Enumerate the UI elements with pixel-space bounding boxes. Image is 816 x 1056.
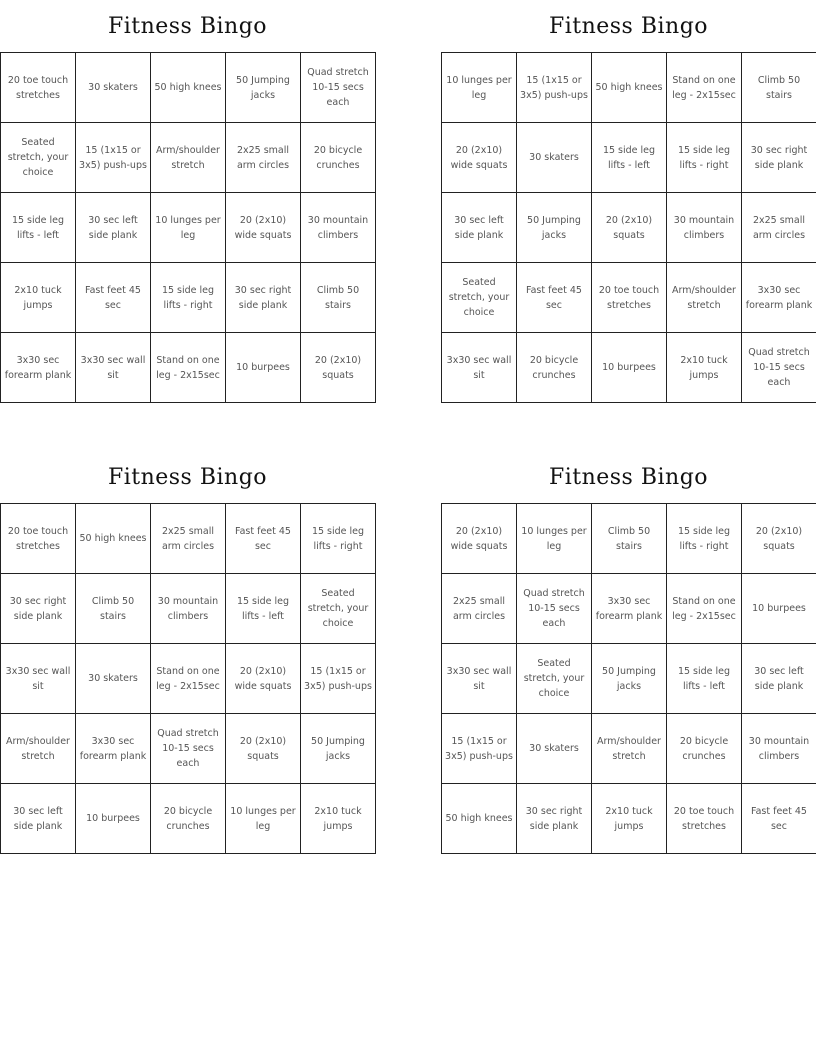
bingo-cell: Stand on one leg - 2x15sec <box>667 53 742 123</box>
bingo-cell: 30 mountain climbers <box>667 193 742 263</box>
bingo-cell: Fast feet 45 sec <box>517 263 592 333</box>
card-title: Fitness Bingo <box>548 465 709 490</box>
bingo-cell: 15 side leg lifts - right <box>667 123 742 193</box>
bingo-cell: 50 high knees <box>592 53 667 123</box>
bingo-cell: 3x30 sec wall sit <box>442 644 517 714</box>
bingo-grid <box>441 52 816 403</box>
bingo-cell: 15 (1x15 or 3x5) push-ups <box>76 123 151 193</box>
bingo-cell: 30 mountain climbers <box>151 574 226 644</box>
bingo-cell: Fast feet 45 sec <box>742 784 816 854</box>
bingo-cell: 30 sec right side plank <box>742 123 816 193</box>
bingo-cell: Quad stretch 10-15 secs each <box>517 574 592 644</box>
bingo-cell: 10 lunges per leg <box>517 504 592 574</box>
bingo-cell: 3x30 sec wall sit <box>442 333 517 403</box>
bingo-cell: Fast feet 45 sec <box>76 263 151 333</box>
card-title: Fitness Bingo <box>548 14 709 39</box>
bingo-cell: 20 bicycle crunches <box>301 123 376 193</box>
bingo-cell: 30 sec left side plank <box>1 784 76 854</box>
bingo-cell: 10 burpees <box>742 574 816 644</box>
bingo-cell: 20 (2x10) squats <box>592 193 667 263</box>
bingo-cell: 20 (2x10) wide squats <box>226 193 301 263</box>
bingo-cell: 3x30 sec forearm plank <box>1 333 76 403</box>
bingo-cell: 10 lunges per leg <box>226 784 301 854</box>
bingo-cell: 20 (2x10) squats <box>226 714 301 784</box>
bingo-cell: Arm/shoulder stretch <box>667 263 742 333</box>
bingo-cell: 20 (2x10) wide squats <box>226 644 301 714</box>
bingo-cell: Stand on one leg - 2x15sec <box>667 574 742 644</box>
bingo-cell: 30 skaters <box>517 123 592 193</box>
bingo-cell: 2x25 small arm circles <box>442 574 517 644</box>
bingo-cell: Seated stretch, your choice <box>517 644 592 714</box>
card-title: Fitness Bingo <box>107 465 268 490</box>
bingo-cell: Stand on one leg - 2x15sec <box>151 644 226 714</box>
bingo-grid <box>0 503 376 854</box>
bingo-cell: 10 lunges per leg <box>151 193 226 263</box>
bingo-cell: 3x30 sec wall sit <box>76 333 151 403</box>
bingo-cell: Quad stretch 10-15 secs each <box>301 53 376 123</box>
bingo-cell: 50 Jumping jacks <box>517 193 592 263</box>
bingo-cell: 2x25 small arm circles <box>226 123 301 193</box>
bingo-cell: 15 side leg lifts - left <box>226 574 301 644</box>
bingo-cell: 2x10 tuck jumps <box>301 784 376 854</box>
card-title: Fitness Bingo <box>107 14 268 39</box>
bingo-cell: Arm/shoulder stretch <box>151 123 226 193</box>
bingo-cell: 15 (1x15 or 3x5) push-ups <box>442 714 517 784</box>
bingo-cell: 30 sec right side plank <box>1 574 76 644</box>
bingo-cell: 2x10 tuck jumps <box>592 784 667 854</box>
bingo-cell: 15 (1x15 or 3x5) push-ups <box>517 53 592 123</box>
bingo-cell: Climb 50 stairs <box>742 53 816 123</box>
bingo-cell: 20 (2x10) wide squats <box>442 504 517 574</box>
bingo-cell: 50 high knees <box>76 504 151 574</box>
bingo-cell: 30 skaters <box>76 53 151 123</box>
bingo-cell: 15 side leg lifts - right <box>151 263 226 333</box>
bingo-cell: 30 skaters <box>517 714 592 784</box>
bingo-cell: 2x10 tuck jumps <box>1 263 76 333</box>
bingo-cell: 3x30 sec forearm plank <box>742 263 816 333</box>
bingo-cell: 50 Jumping jacks <box>226 53 301 123</box>
bingo-cell: 20 toe touch stretches <box>1 504 76 574</box>
bingo-cell: 30 sec left side plank <box>442 193 517 263</box>
bingo-cell: 10 burpees <box>76 784 151 854</box>
bingo-cell: 50 Jumping jacks <box>592 644 667 714</box>
bingo-cell: Stand on one leg - 2x15sec <box>151 333 226 403</box>
bingo-cell: 20 (2x10) wide squats <box>442 123 517 193</box>
bingo-cell: 50 high knees <box>151 53 226 123</box>
bingo-cell: Seated stretch, your choice <box>301 574 376 644</box>
bingo-cell: 10 lunges per leg <box>442 53 517 123</box>
bingo-cell: 3x30 sec wall sit <box>1 644 76 714</box>
bingo-cell: 2x25 small arm circles <box>151 504 226 574</box>
bingo-cell: 50 Jumping jacks <box>301 714 376 784</box>
bingo-cell: Seated stretch, your choice <box>442 263 517 333</box>
bingo-cell: 10 burpees <box>592 333 667 403</box>
bingo-cell: 20 toe touch stretches <box>667 784 742 854</box>
bingo-cell: Climb 50 stairs <box>76 574 151 644</box>
bingo-cell: Climb 50 stairs <box>301 263 376 333</box>
bingo-cell: 15 side leg lifts - left <box>592 123 667 193</box>
bingo-cell: 3x30 sec forearm plank <box>76 714 151 784</box>
bingo-cell: 15 side leg lifts - right <box>301 504 376 574</box>
bingo-cell: Seated stretch, your choice <box>1 123 76 193</box>
bingo-cell: 10 burpees <box>226 333 301 403</box>
bingo-cell: 15 (1x15 or 3x5) push-ups <box>301 644 376 714</box>
bingo-cell: 30 mountain climbers <box>742 714 816 784</box>
bingo-cell: 2x25 small arm circles <box>742 193 816 263</box>
bingo-cell: 15 side leg lifts - left <box>667 644 742 714</box>
bingo-cell: Arm/shoulder stretch <box>592 714 667 784</box>
bingo-cell: Arm/shoulder stretch <box>1 714 76 784</box>
bingo-cell: Quad stretch 10-15 secs each <box>151 714 226 784</box>
bingo-cell: Climb 50 stairs <box>592 504 667 574</box>
bingo-cell: 20 bicycle crunches <box>667 714 742 784</box>
bingo-cell: 15 side leg lifts - right <box>667 504 742 574</box>
bingo-grid <box>441 503 816 854</box>
bingo-cell: Fast feet 45 sec <box>226 504 301 574</box>
bingo-cell: 50 high knees <box>442 784 517 854</box>
bingo-cell: 2x10 tuck jumps <box>667 333 742 403</box>
bingo-cell: 30 sec left side plank <box>742 644 816 714</box>
bingo-cell: 20 (2x10) squats <box>301 333 376 403</box>
bingo-cell: 30 sec right side plank <box>517 784 592 854</box>
bingo-cell: 20 toe touch stretches <box>1 53 76 123</box>
bingo-cell: Quad stretch 10-15 secs each <box>742 333 816 403</box>
bingo-cell: 30 sec right side plank <box>226 263 301 333</box>
bingo-cell: 15 side leg lifts - left <box>1 193 76 263</box>
bingo-cell: 30 skaters <box>76 644 151 714</box>
bingo-cell: 20 bicycle crunches <box>517 333 592 403</box>
bingo-cell: 20 bicycle crunches <box>151 784 226 854</box>
bingo-cell: 30 sec left side plank <box>76 193 151 263</box>
bingo-cell: 3x30 sec forearm plank <box>592 574 667 644</box>
bingo-cell: 30 mountain climbers <box>301 193 376 263</box>
bingo-cell: 20 (2x10) squats <box>742 504 816 574</box>
bingo-cell: 20 toe touch stretches <box>592 263 667 333</box>
bingo-grid <box>0 52 376 403</box>
